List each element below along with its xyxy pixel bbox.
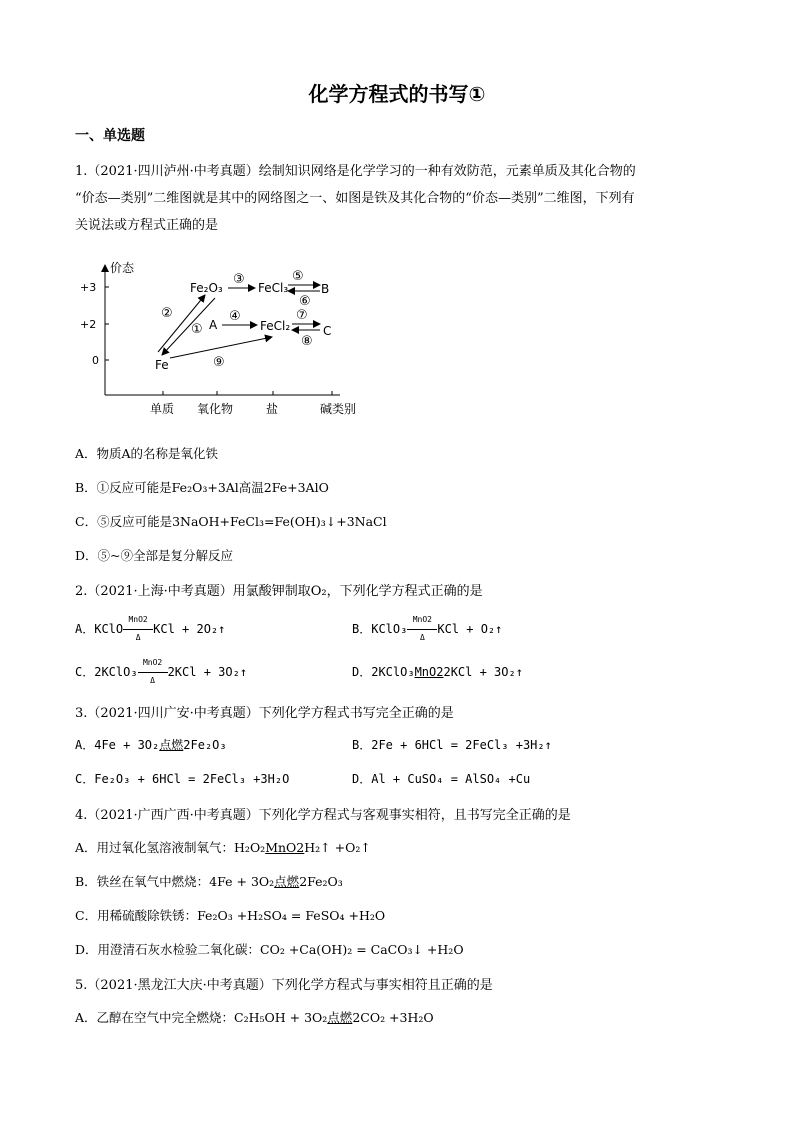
q2-option-d[interactable] xyxy=(352,663,523,680)
q4-option-c[interactable]: C．用稀硫酸除铁锈：Fe₂O₃ +H₂SO₄ = FeSO₄ +H₂O xyxy=(75,908,386,923)
q1-stem-line3: 关说法或方程式正确的是 xyxy=(75,218,219,233)
q5-stem: 5.（2021·黑龙江大庆·中考真题）下列化学方程式与事实相符且正确的是 xyxy=(75,978,493,993)
q4-option-b[interactable] xyxy=(75,872,343,890)
q2-b-reactant: B．KClO₃ xyxy=(352,622,408,636)
q2-a-condition: MnO2 Δ xyxy=(123,622,153,636)
q4-a-reactant: A．用过氧化氢溶液制氧气：H₂O₂ xyxy=(75,840,266,855)
q2-a-product: KCl + 2O₂↑ xyxy=(153,622,226,636)
y-tick-zero: 0 xyxy=(92,354,99,367)
q5-a-reactant: A．乙醇在空气中完全燃烧：C₂H₅OH + 3O₂ xyxy=(75,1010,328,1025)
label-4: ④ xyxy=(229,309,241,324)
q4-option-a[interactable] xyxy=(75,838,371,856)
q3-a-product: 2Fe₂O₃ xyxy=(183,738,227,752)
label-2: ② xyxy=(161,306,173,321)
q4-option-d[interactable]: D．用澄清石灰水检验二氧化碳：CO₂ +Ca(OH)₂ = CaCO₃↓ +H₂O xyxy=(75,942,464,957)
q5-a-product: 2CO₂ +3H₂O xyxy=(352,1010,434,1025)
q2-b-product: KCl + O₂↑ xyxy=(437,622,503,636)
y-tick-plus2: +2 xyxy=(80,318,97,331)
q3-option-c[interactable]: C．Fe₂O₃ + 6HCl = 2FeCl₃ +3H₂O xyxy=(75,772,290,786)
label-3: ③ xyxy=(233,272,245,287)
q3-option-d[interactable]: D．Al + CuSO₄ = AlSO₄ +Cu xyxy=(352,772,531,786)
node-b: B xyxy=(321,282,330,296)
q2-stem: 2.（2021·上海·中考真题）用氯酸钾制取O₂，下列化学方程式正确的是 xyxy=(75,584,483,599)
q3-a-reactant: A．4Fe + 3O₂ xyxy=(75,738,160,752)
q3-option-b[interactable]: B．2Fe + 6HCl = 2FeCl₃ +3H₂↑ xyxy=(352,738,552,752)
q2-d-product: 2KCl + 3O₂↑ xyxy=(443,665,523,679)
q3-a-condition: 点燃 xyxy=(159,738,184,752)
q1-option-b[interactable]: B．①反应可能是Fe₂O₃+3Al高温2Fe+3AlO xyxy=(75,480,329,495)
label-6: ⑥ xyxy=(299,294,311,309)
q2-option-b[interactable] xyxy=(352,615,503,642)
label-1: ① xyxy=(191,322,203,337)
q4-b-reactant: B．铁丝在氧气中燃烧：4Fe + 3O₂ xyxy=(75,874,275,889)
y-axis-label: 价态 xyxy=(110,261,135,275)
q2-c-reactant: C．2KClO₃ xyxy=(75,665,138,679)
q3-option-a[interactable] xyxy=(75,736,227,753)
node-fe: Fe xyxy=(155,358,169,372)
q2-option-a[interactable] xyxy=(75,615,226,642)
q4-stem: 4.（2021·广西广西·中考真题）下列化学方程式与客观事实相符，且书写完全正确的是 xyxy=(75,808,571,823)
x-tick-salt: 盐 xyxy=(266,402,279,416)
q3-stem: 3.（2021·四川广安·中考真题）下列化学方程式书写完全正确的是 xyxy=(75,706,454,721)
q2-d-condition: MnO2 xyxy=(414,665,444,679)
q2-c-condition: MnO2 Δ xyxy=(138,665,168,679)
q5-option-a[interactable] xyxy=(75,1008,434,1026)
q2-a-reactant: A．KClO xyxy=(75,622,124,636)
q5-a-condition: 点燃 xyxy=(327,1010,353,1025)
q2-b-condition: MnO2 Δ xyxy=(407,622,437,636)
label-7: ⑦ xyxy=(296,308,308,323)
q4-a-product: H₂↑ +O₂↑ xyxy=(304,840,371,855)
q4-b-product: 2Fe₂O₃ xyxy=(299,874,343,889)
node-a: A xyxy=(209,318,218,332)
node-fecl2: FeCl₂ xyxy=(260,319,291,333)
node-c: C xyxy=(323,324,332,338)
label-5: ⑤ xyxy=(292,269,304,284)
q1-option-a[interactable]: A．物质A的名称是氧化铁 xyxy=(75,446,219,461)
label-9: ⑨ xyxy=(213,355,225,370)
node-fecl3: FeCl₃ xyxy=(258,281,289,295)
x-tick-elemental: 单质 xyxy=(150,402,175,416)
label-8: ⑧ xyxy=(301,334,313,349)
q4-a-condition: MnO2 xyxy=(265,840,305,855)
q2-option-c[interactable] xyxy=(75,658,248,685)
q2-d-reactant: D．2KClO₃ xyxy=(352,665,415,679)
q1-stem-line1: 1.（2021·四川泸州·中考真题）绘制知识网络是化学学习的一种有效防范，元素单质及其化合物的 xyxy=(75,164,636,179)
q1-option-d[interactable]: D．⑤~⑨全部是复分解反应 xyxy=(75,548,233,563)
q2-c-product: 2KCl + 3O₂↑ xyxy=(167,665,248,679)
q4-b-condition: 点燃 xyxy=(274,874,300,889)
y-tick-plus3: +3 xyxy=(80,281,97,294)
valence-category-diagram xyxy=(70,255,370,420)
section-heading: 一、单选题 xyxy=(75,128,145,144)
node-fe2o3: Fe₂O₃ xyxy=(190,281,223,295)
page-title: 化学方程式的书写① xyxy=(308,82,486,106)
q1-stem-line2: “价态—类别”二维图就是其中的网络图之一、如图是铁及其化合物的“价态—类别”二维图，下列有 xyxy=(75,191,635,206)
q1-option-c[interactable]: C．⑤反应可能是3NaOH+FeCl₃=Fe(OH)₃↓+3NaCl xyxy=(75,514,387,529)
x-tick-oxide: 氧化物 xyxy=(197,402,234,416)
x-tick-base-category: 碱类别 xyxy=(320,402,357,416)
